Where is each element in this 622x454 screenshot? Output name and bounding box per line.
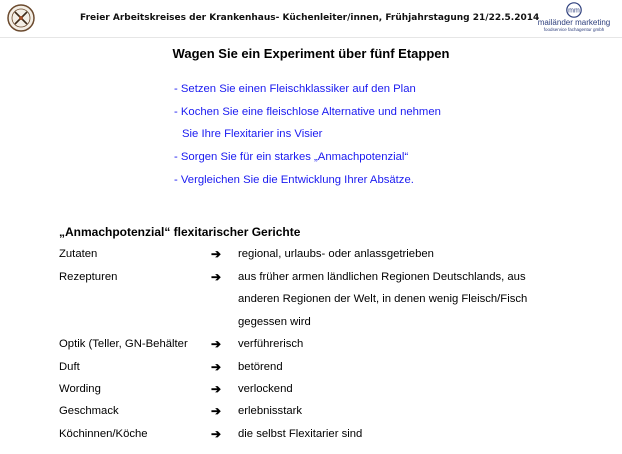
step-item: - Vergleichen Sie die Entwicklung Ihrer Absätze. — [174, 174, 414, 186]
association-emblem-icon — [7, 4, 35, 32]
mm-logo-icon — [566, 2, 582, 18]
right-arrow-icon: ➔ — [211, 270, 222, 284]
header-title: Freier Arbeitskreises der Krankenhaus- Küchenleiter/innen, Frühjahrstagung 21/22.5.2014 — [80, 13, 540, 23]
row-label: Zutaten — [59, 248, 98, 260]
step-item: - Sorgen Sie für ein starkes „Anmachpotenzial“ — [174, 151, 409, 163]
row-value-continuation: gegessen wird — [238, 316, 311, 328]
logo-tagline-text: foodservice fachagentur gmbh — [543, 27, 605, 32]
row-label: Rezepturen — [59, 271, 118, 283]
logo-mark-text: mm — [568, 7, 580, 15]
row-label: Duft — [59, 361, 80, 373]
right-arrow-icon: ➔ — [211, 360, 222, 374]
row-value: regional, urlaubs- oder anlassgetrieben — [238, 248, 434, 260]
header-divider — [0, 37, 622, 38]
right-arrow-icon: ➔ — [211, 404, 222, 418]
row-value: verlockend — [238, 383, 293, 395]
mailaender-marketing-logo — [533, 2, 615, 36]
right-arrow-icon: ➔ — [211, 247, 222, 261]
row-value: die selbst Flexitarier sind — [238, 428, 363, 440]
row-label: Köchinnen/Köche — [59, 428, 148, 440]
step-item: - Setzen Sie einen Fleischklassiker auf den Plan — [174, 83, 416, 95]
row-label: Optik (Teller, GN-Behälter — [59, 338, 188, 350]
slide-header — [0, 0, 622, 38]
row-label: Wording — [59, 383, 101, 395]
logo-brand-text: mailänder marketing — [537, 18, 611, 27]
slide-title: Wagen Sie ein Experiment über fünf Etappen — [172, 46, 450, 61]
row-label: Geschmack — [59, 405, 119, 417]
step-item-continuation: Sie Ihre Flexitarier ins Visier — [182, 128, 323, 140]
row-value: verführerisch — [238, 338, 304, 350]
right-arrow-icon: ➔ — [211, 427, 222, 441]
right-arrow-icon: ➔ — [211, 382, 222, 396]
row-value: erlebnisstark — [238, 405, 303, 417]
row-value-continuation: anderen Regionen der Welt, in denen wenig Fleisch/Fisch — [238, 293, 528, 305]
step-item: - Kochen Sie eine fleischlose Alternative und nehmen — [174, 106, 441, 118]
row-value: betörend — [238, 361, 283, 373]
right-arrow-icon: ➔ — [211, 337, 222, 351]
row-value: aus früher armen ländlichen Regionen Deutschlands, aus — [238, 271, 526, 283]
section-heading: „Anmachpotenzial“ flexitarischer Gerichte — [59, 225, 301, 239]
